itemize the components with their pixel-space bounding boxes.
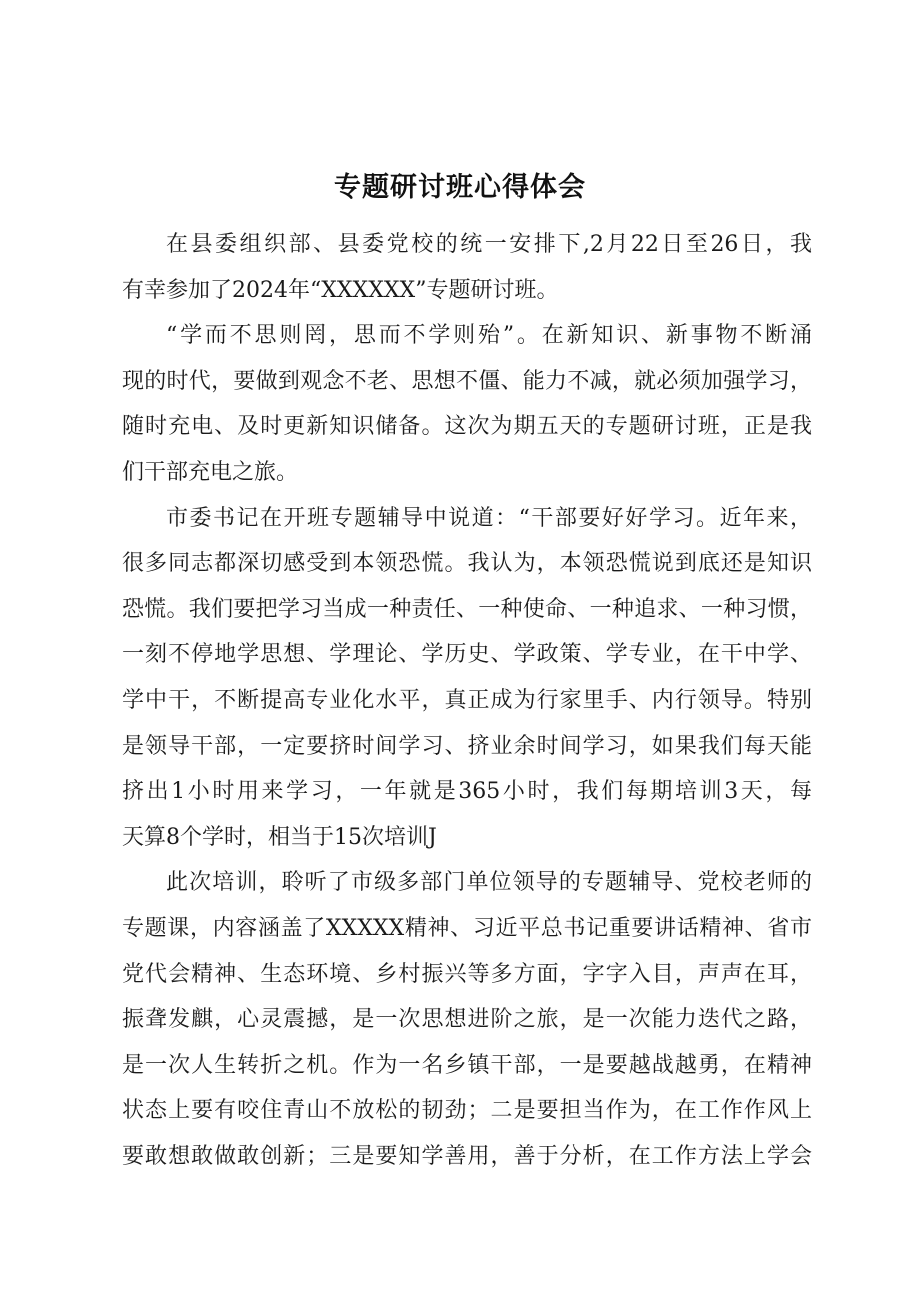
paragraph-line: 挤出1小时用来学习，一年就是365小时，我们每期培训3天，每: [122, 779, 812, 805]
paragraph-line: “学而不思则罔，思而不学则殆”。在新知识、新事物不断涌: [166, 323, 812, 349]
document-title: 专题研讨班心得体会: [334, 172, 586, 203]
paragraph-line: 状态上要有咬住青山不放松的韧劲；二是要担当作为，在工作作风上: [122, 1098, 812, 1124]
paragraph-line: 振聋发麒，心灵震撼，是一次思想进阶之旅，是一次能力迭代之路，: [122, 1007, 812, 1033]
paragraph-1: [122, 222, 812, 313]
paragraph-line: 恐慌。我们要把学习当成一种责任、一种使命、一种追求、一种习惯，: [122, 596, 812, 622]
paragraph-line: 们干部充电之旅。: [122, 459, 299, 485]
paragraph-line: 在县委组织部、县委党校的统一安排下,2月22日至26日，我: [166, 232, 812, 257]
paragraph-2: [122, 313, 812, 495]
paragraph-4: [122, 860, 812, 1179]
paragraph-line: 党代会精神、生态环境、乡村振兴等多方面，字字入目，声声在耳，: [122, 961, 812, 987]
paragraph-line: 要敢想敢做敢创新；三是要知学善用，善于分析，在工作方法上学会: [122, 1143, 812, 1169]
paragraph-line: 市委书记在开班专题辅导中说道：“干部要好好学习。近年来，: [166, 505, 812, 531]
document-body: [122, 222, 812, 1179]
paragraph-line: 此次培训，聆听了市级多部门单位领导的专题辅导、党校老师的: [166, 870, 812, 896]
paragraph-line: 一刻不停地学思想、学理论、学历史、学政策、学专业，在干中学、: [122, 642, 812, 668]
paragraph-line: 专题课，内容涵盖了XXXXX精神、习近平总书记重要讲话精神、省市: [122, 915, 812, 941]
paragraph-line: 很多同志都深切感受到本领恐慌。我认为，本领恐慌说到底还是知识: [122, 551, 812, 577]
paragraph-line: 现的时代，要做到观念不老、思想不僵、能力不减，就必须加强学习，: [122, 368, 812, 394]
paragraph-line: 是一次人生转折之机。作为一名乡镇干部，一是要越战越勇，在精神: [122, 1052, 812, 1078]
paragraph-line: 天算8个学时，相当于15次培训J: [122, 824, 437, 850]
paragraph-3: [122, 496, 812, 861]
paragraph-line: 学中干，不断提高专业化水平，真正成为行家里手、内行领导。特别: [122, 687, 812, 713]
paragraph-line: 有幸参加了2024年“XXXXXX”专题研讨班。: [122, 277, 559, 303]
paragraph-line: 随时充电、及时更新知识储备。这次为期五天的专题研讨班，正是我: [122, 414, 812, 440]
paragraph-line: 是领导干部，一定要挤时间学习、挤业余时间学习，如果我们每天能: [122, 733, 812, 759]
